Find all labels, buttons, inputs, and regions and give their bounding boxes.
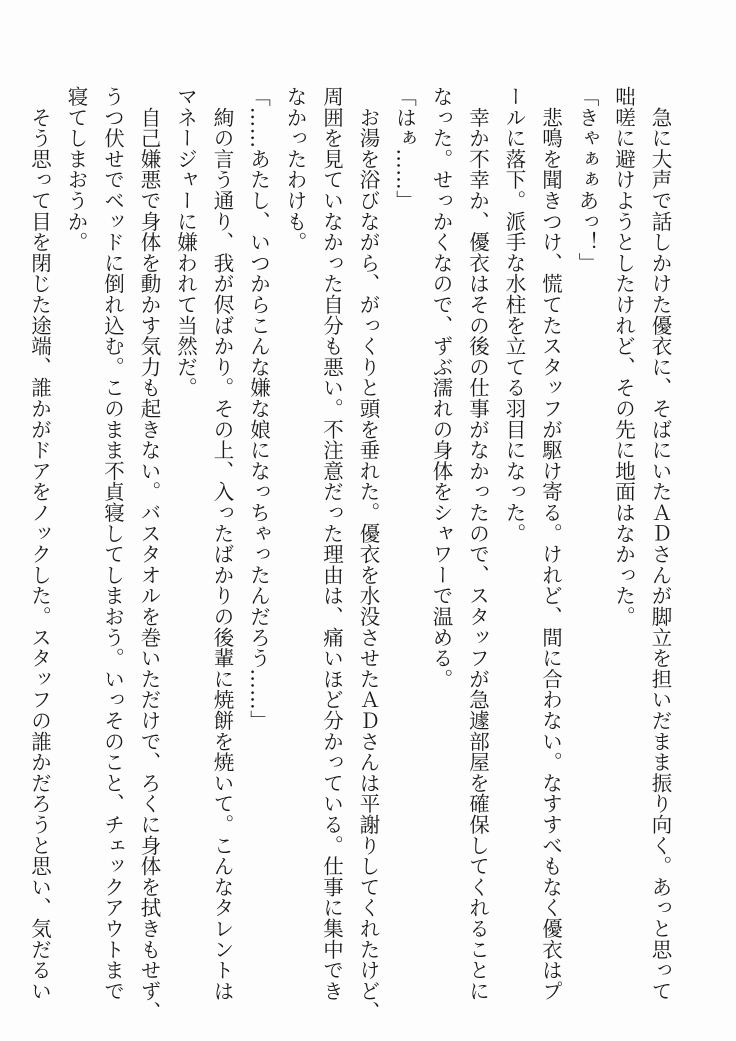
text-line: 「……あたし、いつからこんな嫌な娘になっちゃったんだろう……」 xyxy=(246,86,271,731)
text-line: そう思って目を閉じた途端、誰かがドアをノックした。スタッフの誰かだろうと思い、気だるい xyxy=(27,86,52,1002)
text-line: マネージャーに嫌われて当然だ。 xyxy=(173,86,198,398)
text-line: 急に大声で話しかけた優衣に、そばにいたＡＤさんが脚立を担いだまま振り向く。あっと思って xyxy=(648,86,672,1002)
text-line: 幸か不幸か、優衣はその後の仕事がなかったので、スタッフが急遽部屋を確保してくれることに xyxy=(465,86,490,1002)
text-line: ールに落下。派手な水柱を立てる羽目になった。 xyxy=(502,86,526,544)
text-line: 「はぁ……」 xyxy=(392,86,417,211)
text-line: 周囲を見ていなかった自分も悪い。不注意だった理由は、痛いほど分かっている。仕事に集中でき xyxy=(319,86,344,1002)
vertical-text-body xyxy=(21,86,678,1022)
text-line: なった。せっかくなので、ずぶ濡れの身体をシャワーで温める。 xyxy=(429,86,453,690)
text-line: うつ伏せでベッドに倒れ込む。このまま不貞寝してしまおう。いっそのこと、チェックアウトまで xyxy=(100,86,125,1002)
text-line: お湯を浴びながら、がっくりと頭を垂れた。優衣を水没させたＡＤさんは平謝りしてくれたけど、 xyxy=(356,86,380,1022)
text-line: 寝てしまおうか。 xyxy=(64,86,88,253)
text-line: 絢の言う通り、我が侭ばかり。その上、入ったばかりの後輩に焼餅を焼いて。こんなタレントは xyxy=(210,86,234,1002)
text-line: 悲鳴を聞きつけ、慌てたスタッフが駆け寄る。けれど、間に合わない。なすすべもなく優衣はプ xyxy=(538,86,563,1002)
text-line: 咄嗟に避けようとしたけれど、その先に地面はなかった。 xyxy=(611,86,636,627)
text-line: 「きゃぁぁあっ！」 xyxy=(575,86,599,274)
text-line: なかったわけも。 xyxy=(283,86,307,253)
text-line: 自己嫌悪で身体を動かす気力も起きない。バスタオルを巻いただけで、ろくに身体を拭きもせず、 xyxy=(137,86,161,1022)
